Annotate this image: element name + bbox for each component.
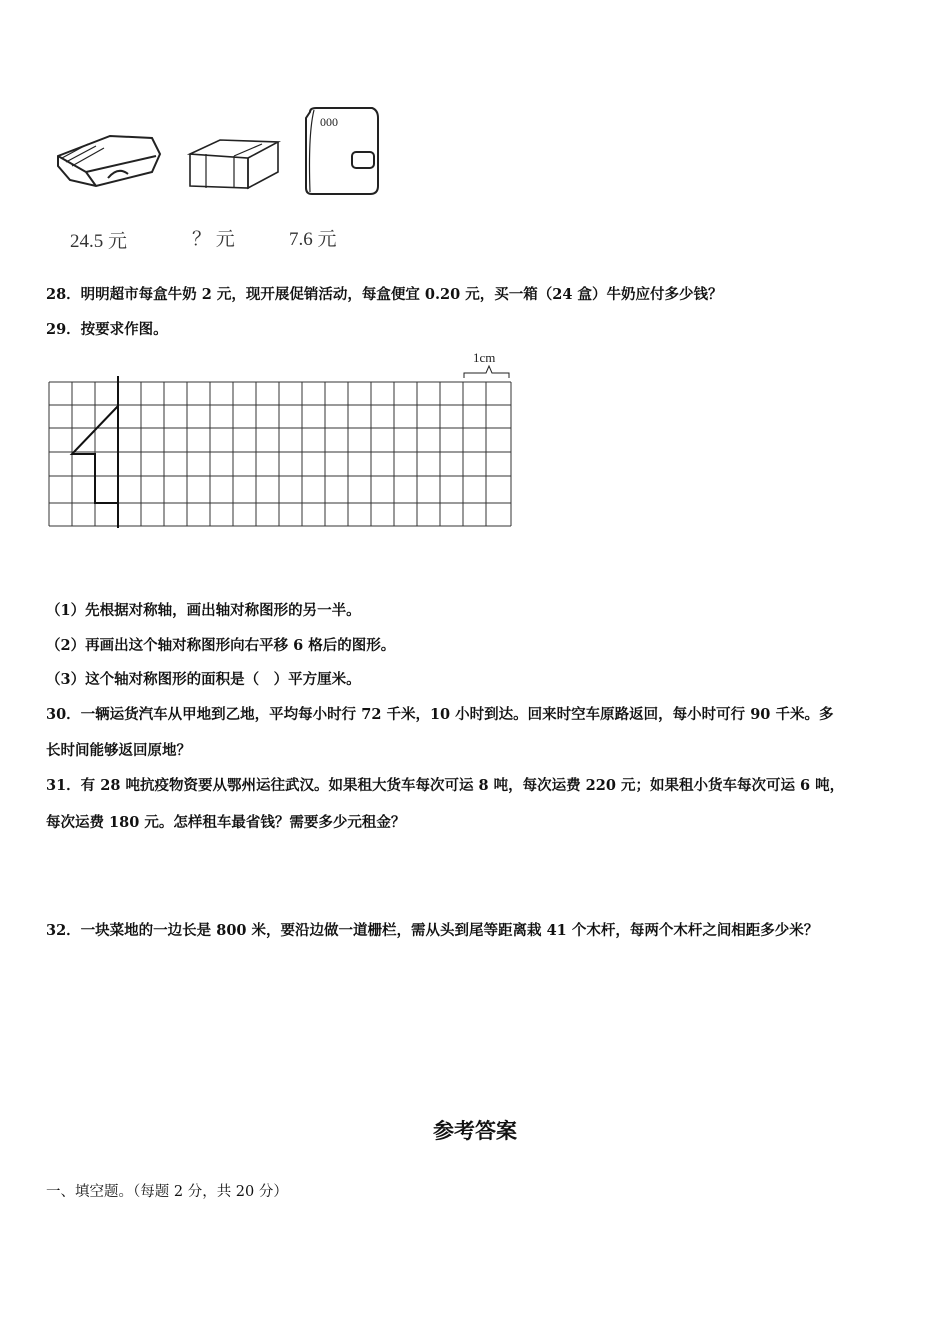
question-29-sub2: （2）再画出这个轴对称图形向右平移 6 格后的图形。 (46, 637, 396, 654)
question-28: 28．明明超市每盒牛奶 2 元，现开展促销活动，每盒便宜 0.20 元，买一箱（24 盒）牛奶应付多少钱？ (46, 286, 723, 303)
answers-title: 参考答案 (433, 1118, 517, 1143)
wallet-image (302, 104, 382, 198)
question-31-line1: 31．有 28 吨抗疫物资要从鄂州运往武汉。如果租大货车每次可运 8 吨，每次运费 220 元；如果租小货车每次可运 6 吨， (46, 777, 845, 794)
answers-section-1: 一、填空题。（每题 2 分，共 20 分） (46, 1184, 288, 1200)
pencil-case-price: 24.5 元 (70, 231, 128, 252)
question-29-sub3: （3）这个轴对称图形的面积是（ ）平方厘米。 (46, 671, 361, 688)
question-29-sub1: （1）先根据对称轴，画出轴对称图形的另一半。 (46, 602, 361, 619)
eraser-image (186, 132, 282, 192)
eraser-price: ？ 元 (192, 229, 235, 250)
question-32: 32．一块菜地的一边长是 800 米，要沿边做一道栅栏，需从头到尾等距离栽 41 个木杆，每两个木杆之间相距多少米？ (46, 922, 819, 939)
wallet-price: 7.6 元 (289, 229, 337, 250)
question-31-line2: 每次运费 180 元。怎样租车最省钱？需要多少元租金？ (46, 814, 406, 831)
grid-figure (40, 346, 520, 536)
scale-label: 1cm (473, 350, 496, 365)
question-30-line2: 长时间能够返回原地？ (46, 742, 191, 759)
pencil-case-image (52, 128, 167, 192)
question-29: 29．按要求作图。 (46, 321, 168, 338)
svg-text:000: 000 (320, 115, 338, 129)
question-30-line1: 30．一辆运货汽车从甲地到乙地，平均每小时行 72 千米，10 小时到达。回来时空车原路返回，每小时可行 90 千米。多 (46, 706, 834, 723)
